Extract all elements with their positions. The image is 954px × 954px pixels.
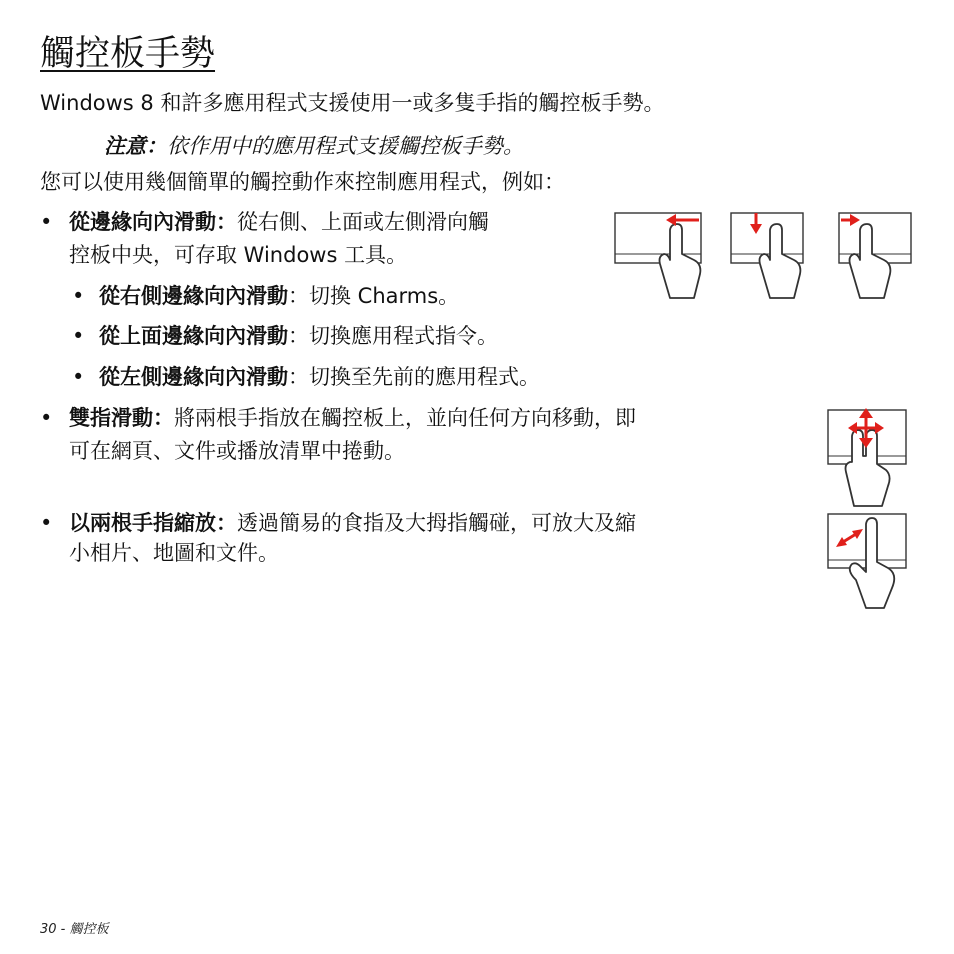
bullet-marker: • bbox=[40, 210, 53, 234]
item-desc: 將兩根手指放在觸控板上，並向任何方向移動，即 bbox=[174, 406, 636, 430]
list-item-two-finger-scroll bbox=[69, 403, 636, 433]
item-desc-continued: 可在網頁、文件或播放清單中捲動。 bbox=[69, 439, 405, 463]
note bbox=[104, 131, 524, 161]
swipe-from-top-edge-icon bbox=[730, 210, 810, 302]
bullet-marker: • bbox=[72, 284, 85, 308]
sub-item-right-edge bbox=[99, 281, 459, 311]
list-item-pinch-zoom bbox=[69, 508, 636, 538]
note-label: 注意： bbox=[104, 134, 167, 158]
note-text: 依作用中的應用程式支援觸控板手勢。 bbox=[167, 134, 524, 158]
item-term: 以兩根手指縮放： bbox=[69, 511, 237, 535]
item-desc-continued: 控板中央，可存取 Windows 工具。 bbox=[69, 243, 408, 267]
swipe-from-left-edge-icon bbox=[838, 210, 916, 302]
sub-item-desc: ：切換 Charms。 bbox=[288, 284, 460, 308]
list-item-edge-swipe bbox=[69, 207, 489, 237]
item-term: 從邊緣向內滑動： bbox=[69, 210, 237, 234]
sub-item-term: 從右側邊緣向內滑動 bbox=[99, 284, 288, 308]
item-desc-continued: 小相片、地圖和文件。 bbox=[69, 541, 279, 565]
item-desc: 透過簡易的食指及大拇指觸碰，可放大及縮 bbox=[237, 511, 636, 535]
sub-item-desc: ：切換至先前的應用程式。 bbox=[288, 365, 540, 389]
intro-text: Windows 8 和許多應用程式支援使用一或多隻手指的觸控板手勢。 bbox=[40, 91, 665, 115]
sub-item-top-edge bbox=[99, 321, 498, 351]
swipe-from-right-edge-icon bbox=[614, 210, 704, 302]
bullet-marker: • bbox=[40, 511, 53, 535]
sub-item-left-edge bbox=[99, 362, 540, 392]
two-finger-scroll-icon bbox=[826, 406, 910, 510]
sub-item-term: 從左側邊緣向內滑動 bbox=[99, 365, 288, 389]
page-title: 觸控板手勢 bbox=[40, 34, 216, 74]
lead-text: 您可以使用幾個簡單的觸控動作來控制應用程式，例如： bbox=[40, 170, 565, 194]
bullet-marker: • bbox=[72, 324, 85, 348]
bullet-marker: • bbox=[72, 365, 85, 389]
bullet-marker: • bbox=[40, 406, 53, 430]
pinch-zoom-icon bbox=[826, 510, 910, 614]
item-term: 雙指滑動： bbox=[69, 406, 174, 430]
item-desc: 從右側、上面或左側滑向觸 bbox=[237, 210, 489, 234]
sub-item-desc: ：切換應用程式指令。 bbox=[288, 324, 498, 348]
sub-item-term: 從上面邊緣向內滑動 bbox=[99, 324, 288, 348]
page-footer: 30 - 觸控板 bbox=[40, 922, 109, 937]
